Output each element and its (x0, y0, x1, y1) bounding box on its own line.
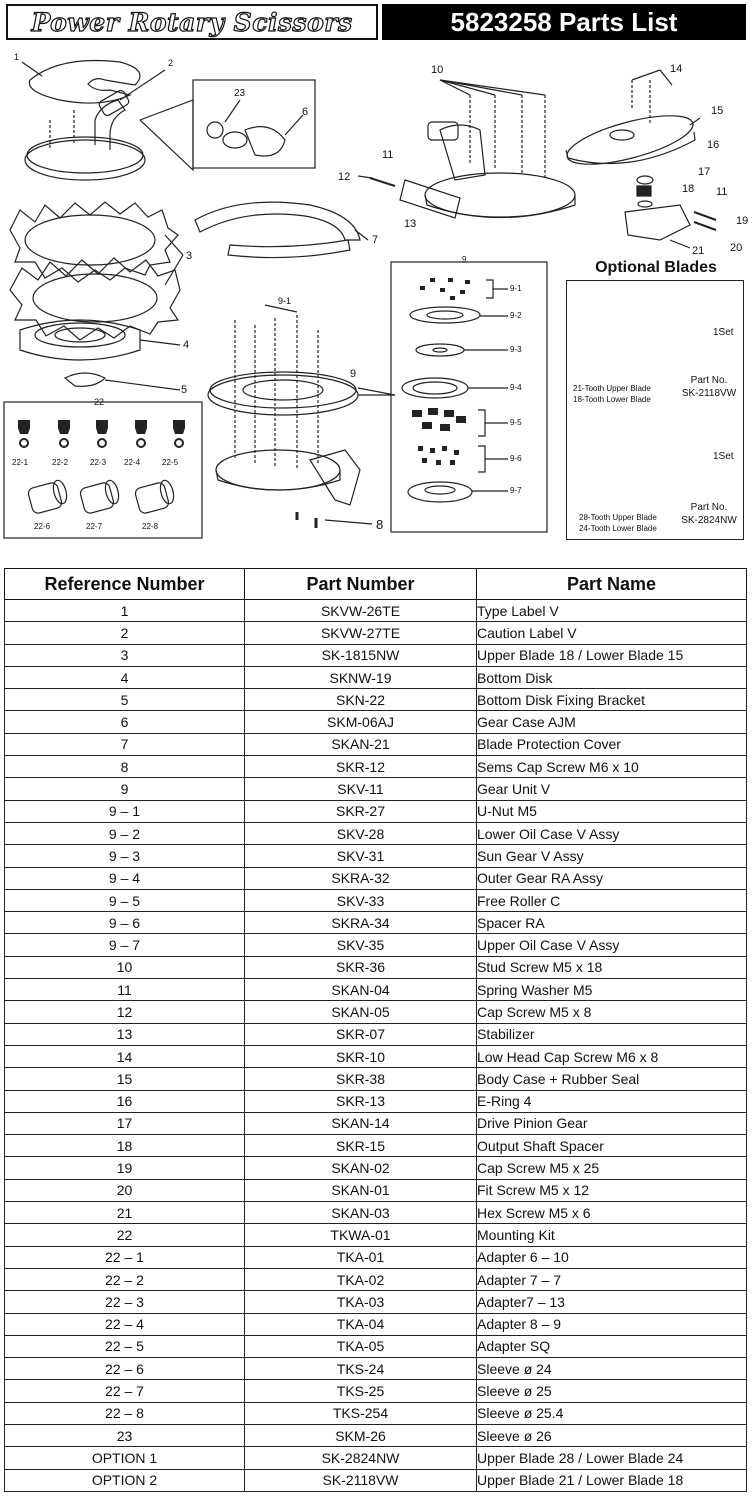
cell-part-name: Sleeve ø 25 (477, 1380, 747, 1402)
callout: 22-8 (142, 522, 159, 531)
cell-part-number: SKVW-26TE (245, 600, 477, 622)
callout: 7 (372, 234, 379, 246)
table-row (5, 1224, 747, 1246)
cell-reference-number: 2 (5, 622, 245, 644)
gear-case-parts (563, 70, 716, 248)
cell-part-number: SKV-33 (245, 889, 477, 911)
gear-unit-assembly (208, 305, 395, 528)
cell-part-name: Cap Screw M5 x 25 (477, 1157, 747, 1179)
table-header-row (5, 569, 747, 600)
cell-part-name: Cap Screw M5 x 8 (477, 1001, 747, 1023)
cell-part-name: Adapter 7 – 7 (477, 1268, 747, 1290)
callout: 19 (736, 215, 749, 227)
gear-unit-exploded-box (391, 262, 547, 532)
table-row (5, 889, 747, 911)
callout: 22-4 (124, 458, 141, 467)
cell-part-number: TKA-05 (245, 1335, 477, 1357)
table-row (5, 1023, 747, 1045)
table-row (5, 934, 747, 956)
cell-part-number: SKN-22 (245, 689, 477, 711)
table-row (5, 979, 747, 1001)
table-row (5, 1402, 747, 1424)
table-row (5, 1090, 747, 1112)
table-row (5, 845, 747, 867)
cell-reference-number: 22 – 6 (5, 1358, 245, 1380)
callout: 14 (670, 63, 683, 75)
table-body (5, 600, 747, 1492)
cell-reference-number: OPTION 2 (5, 1469, 245, 1491)
cell-part-name: Free Roller C (477, 889, 747, 911)
table-row (5, 756, 747, 778)
cell-reference-number: 22 – 2 (5, 1268, 245, 1290)
cell-part-number: TKA-02 (245, 1268, 477, 1290)
table-row (5, 1469, 747, 1491)
cell-part-number: SKR-38 (245, 1068, 477, 1090)
set-label: 1Set (713, 327, 734, 338)
cell-reference-number: 18 (5, 1135, 245, 1157)
cell-part-number: TKWA-01 (245, 1224, 477, 1246)
cell-reference-number: 9 – 3 (5, 845, 245, 867)
blade-desc: 18-Tooth Lower Blade (573, 395, 651, 404)
table-row (5, 1380, 747, 1402)
header-reference-number: Reference Number (5, 569, 245, 600)
cell-part-name: Stud Screw M5 x 18 (477, 956, 747, 978)
cell-part-name: E-Ring 4 (477, 1090, 747, 1112)
cell-reference-number: 22 – 8 (5, 1402, 245, 1424)
cell-part-name: Sleeve ø 25.4 (477, 1402, 747, 1424)
cell-part-name: Output Shaft Spacer (477, 1135, 747, 1157)
cell-part-number: SKR-13 (245, 1090, 477, 1112)
cell-reference-number: 3 (5, 644, 245, 666)
cell-part-name: Adapter SQ (477, 1335, 747, 1357)
cell-part-name: Bottom Disk (477, 666, 747, 688)
cell-part-name: Spring Washer M5 (477, 979, 747, 1001)
callout: 22-5 (162, 458, 179, 467)
cell-part-name: Gear Case AJM (477, 711, 747, 733)
callout: 23 (234, 88, 246, 99)
cell-reference-number: 19 (5, 1157, 245, 1179)
cell-part-number: SKAN-14 (245, 1112, 477, 1134)
callout: 20 (730, 242, 743, 254)
cell-reference-number: 9 – 7 (5, 934, 245, 956)
optional-blades-title: Optional Blades (595, 259, 717, 276)
cell-reference-number: 22 – 7 (5, 1380, 245, 1402)
cell-part-name: Stabilizer (477, 1023, 747, 1045)
cell-part-number: SKRA-34 (245, 912, 477, 934)
blade-protection-cover (195, 202, 368, 257)
cell-part-number: SKM-06AJ (245, 711, 477, 733)
callout: 22-2 (52, 458, 69, 467)
table-row (5, 1291, 747, 1313)
table-row (5, 1135, 747, 1157)
table-row (5, 1157, 747, 1179)
cell-reference-number: 4 (5, 666, 245, 688)
table-row (5, 1068, 747, 1090)
cell-part-name: Body Case + Rubber Seal (477, 1068, 747, 1090)
table-row (5, 689, 747, 711)
cell-part-number: SKRA-32 (245, 867, 477, 889)
page-title (382, 4, 746, 40)
cell-part-name: Hex Screw M5 x 6 (477, 1202, 747, 1224)
cell-part-number: TKS-24 (245, 1358, 477, 1380)
table-row (5, 867, 747, 889)
cell-part-number: TKS-254 (245, 1402, 477, 1424)
cell-reference-number: 13 (5, 1023, 245, 1045)
cell-part-name: Drive Pinion Gear (477, 1112, 747, 1134)
cell-part-name: Caution Label V (477, 622, 747, 644)
callout: 5 (181, 384, 188, 396)
callout: 12 (338, 171, 351, 183)
cell-part-name: Type Label V (477, 600, 747, 622)
table-row (5, 644, 747, 666)
parts-table (4, 568, 747, 1492)
cell-part-name: Upper Oil Case V Assy (477, 934, 747, 956)
callout: 9-1 (510, 284, 522, 293)
cell-reference-number: 15 (5, 1068, 245, 1090)
cell-part-number: SKR-12 (245, 756, 477, 778)
optional-blades-box (566, 280, 744, 540)
cell-reference-number: 5 (5, 689, 245, 711)
cell-reference-number: 20 (5, 1179, 245, 1201)
table-row (5, 1001, 747, 1023)
table-row (5, 1447, 747, 1469)
cell-part-name: Adapter 6 – 10 (477, 1246, 747, 1268)
cell-part-number: SKV-28 (245, 822, 477, 844)
part-no-label: Part No. (690, 375, 728, 386)
callout: 22-7 (86, 522, 103, 531)
upper-lower-blades (10, 202, 183, 340)
cell-part-number: SKAN-21 (245, 733, 477, 755)
cell-part-name: Adapter 8 – 9 (477, 1313, 747, 1335)
blade-desc: 24-Tooth Lower Blade (579, 524, 657, 533)
callout: 6 (302, 106, 309, 118)
brand-text: Power Rotary Scissors (31, 7, 353, 37)
cell-part-number: SK-2824NW (245, 1447, 477, 1469)
cell-part-number: SK-1815NW (245, 644, 477, 666)
cell-reference-number: 12 (5, 1001, 245, 1023)
callout: 9-6 (510, 454, 522, 463)
cell-part-name: Spacer RA (477, 912, 747, 934)
callout: 22-1 (12, 458, 29, 467)
table-row (5, 733, 747, 755)
cell-part-number: SKAN-04 (245, 979, 477, 1001)
set-label: 1Set (713, 451, 734, 462)
cell-reference-number: 9 (5, 778, 245, 800)
callout: 9-1 (278, 296, 292, 306)
callout: 9-2 (510, 311, 522, 320)
callout: 18 (682, 183, 695, 195)
table-row (5, 1246, 747, 1268)
cell-part-number: SKR-15 (245, 1135, 477, 1157)
callout: 13 (404, 218, 417, 230)
cell-part-name: Sleeve ø 24 (477, 1358, 747, 1380)
cell-part-name: Gear Unit V (477, 778, 747, 800)
table-row (5, 1424, 747, 1446)
table-row (5, 600, 747, 622)
callout: 22 (94, 397, 105, 407)
part-no-value: SK-2118VW (681, 388, 737, 399)
callout: 9-5 (510, 418, 522, 427)
callout: 9-3 (510, 345, 522, 354)
type-label-part (22, 60, 140, 103)
cell-reference-number: 9 – 6 (5, 912, 245, 934)
page-title-text: 5823258 Parts List (450, 6, 678, 37)
cell-reference-number: 23 (5, 1424, 245, 1446)
cell-part-name: Sleeve ø 26 (477, 1424, 747, 1446)
cell-part-name: Outer Gear RA Assy (477, 867, 747, 889)
cell-reference-number: 7 (5, 733, 245, 755)
cell-part-number: TKS-25 (245, 1380, 477, 1402)
cell-reference-number: 22 – 5 (5, 1335, 245, 1357)
cell-reference-number: OPTION 1 (5, 1447, 245, 1469)
cell-part-number: TKA-04 (245, 1313, 477, 1335)
cell-part-number: TKA-01 (245, 1246, 477, 1268)
cell-reference-number: 16 (5, 1090, 245, 1112)
part-no-value: SK-2824NW (681, 515, 737, 526)
cell-reference-number: 9 – 2 (5, 822, 245, 844)
table-row (5, 1313, 747, 1335)
cell-part-name: Sems Cap Screw M6 x 10 (477, 756, 747, 778)
cell-part-number: SKV-31 (245, 845, 477, 867)
cell-part-number: SKR-07 (245, 1023, 477, 1045)
callout: 9-7 (510, 486, 522, 495)
part-no-label: Part No. (690, 502, 728, 513)
table-row (5, 1268, 747, 1290)
table-row (5, 622, 747, 644)
cell-part-name: Blade Protection Cover (477, 733, 747, 755)
cell-part-name: U-Nut M5 (477, 800, 747, 822)
callout: 21 (692, 245, 705, 257)
table-row (5, 822, 747, 844)
cell-part-name: Bottom Disk Fixing Bracket (477, 689, 747, 711)
table-row (5, 912, 747, 934)
callout: 9 (350, 368, 357, 380)
table-row (5, 711, 747, 733)
table-row (5, 1335, 747, 1357)
cell-part-number: SKR-36 (245, 956, 477, 978)
callout: 4 (183, 339, 190, 351)
header-part-name: Part Name (477, 569, 747, 600)
table-row (5, 1202, 747, 1224)
callout: 1 (14, 52, 20, 62)
cell-part-number: SK-2118VW (245, 1469, 477, 1491)
cell-reference-number: 22 – 3 (5, 1291, 245, 1313)
table-row (5, 1179, 747, 1201)
cell-part-name: Sun Gear V Assy (477, 845, 747, 867)
brand-logo (6, 4, 378, 40)
callout: 15 (711, 105, 724, 117)
cell-part-name: Fit Screw M5 x 12 (477, 1179, 747, 1201)
cell-part-number: SKR-10 (245, 1045, 477, 1067)
cell-reference-number: 9 – 4 (5, 867, 245, 889)
cell-part-name: Adapter7 – 13 (477, 1291, 747, 1313)
cell-reference-number: 22 (5, 1224, 245, 1246)
cell-part-number: SKM-26 (245, 1424, 477, 1446)
cell-part-number: TKA-03 (245, 1291, 477, 1313)
cell-reference-number: 9 – 5 (5, 889, 245, 911)
callout: 10 (431, 64, 444, 76)
cell-part-number: SKAN-02 (245, 1157, 477, 1179)
cell-reference-number: 14 (5, 1045, 245, 1067)
table-row (5, 1358, 747, 1380)
cell-part-name: Upper Blade 28 / Lower Blade 24 (477, 1447, 747, 1469)
cell-part-number: SKAN-03 (245, 1202, 477, 1224)
cell-part-number: SKV-35 (245, 934, 477, 956)
cell-part-number: SKNW-19 (245, 666, 477, 688)
blade-desc: 21-Tooth Upper Blade (573, 384, 651, 393)
table-row (5, 1112, 747, 1134)
fixing-bracket (65, 373, 180, 390)
callout: 16 (707, 139, 720, 151)
cell-part-name: Low Head Cap Screw M6 x 8 (477, 1045, 747, 1067)
callout: 11 (382, 149, 394, 161)
callout: 3 (186, 250, 193, 262)
table-row (5, 1045, 747, 1067)
cell-reference-number: 6 (5, 711, 245, 733)
callout: 8 (376, 517, 384, 532)
cell-part-number: SKV-11 (245, 778, 477, 800)
cell-part-name: Lower Oil Case V Assy (477, 822, 747, 844)
cell-part-number: SKAN-05 (245, 1001, 477, 1023)
cell-part-number: SKR-27 (245, 800, 477, 822)
cell-reference-number: 22 – 1 (5, 1246, 245, 1268)
cell-reference-number: 21 (5, 1202, 245, 1224)
callout: 11 (716, 186, 728, 198)
callout: 17 (698, 166, 711, 178)
cell-reference-number: 11 (5, 979, 245, 1001)
cell-reference-number: 22 – 4 (5, 1313, 245, 1335)
cell-reference-number: 17 (5, 1112, 245, 1134)
cell-reference-number: 1 (5, 600, 245, 622)
gear-case-callout (140, 80, 315, 170)
cell-reference-number: 10 (5, 956, 245, 978)
cell-part-number: SKVW-27TE (245, 622, 477, 644)
cell-part-name: Upper Blade 21 / Lower Blade 18 (477, 1469, 747, 1491)
callout: 22-6 (34, 522, 51, 531)
callout: 9-4 (510, 383, 522, 392)
table-row (5, 778, 747, 800)
cell-reference-number: 9 – 1 (5, 800, 245, 822)
blade-desc: 28-Tooth Upper Blade (579, 513, 657, 522)
callout: 2 (168, 58, 174, 68)
table-row (5, 800, 747, 822)
table-row (5, 666, 747, 688)
callout: 22-3 (90, 458, 107, 467)
callout: 9 (462, 255, 467, 264)
header-part-number: Part Number (245, 569, 477, 600)
cell-reference-number: 8 (5, 756, 245, 778)
cell-part-number: SKAN-01 (245, 1179, 477, 1201)
cell-part-name: Upper Blade 18 / Lower Blade 15 (477, 644, 747, 666)
mounting-kit-box (4, 402, 202, 538)
cell-part-name: Mounting Kit (477, 1224, 747, 1246)
table-row (5, 956, 747, 978)
